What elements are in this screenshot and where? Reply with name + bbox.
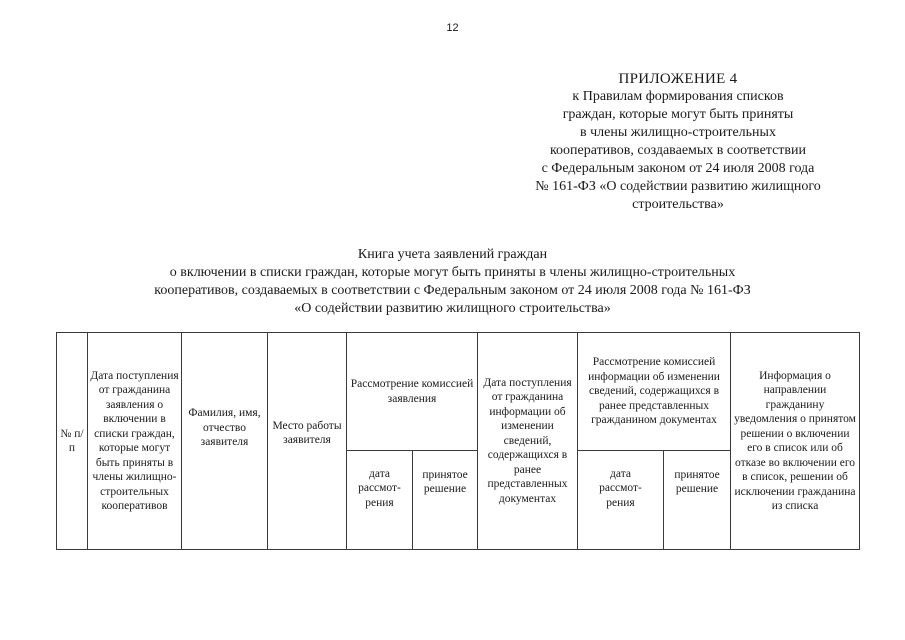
header-full-name-label: Фамилия, имя, отчество заявителя [188,407,261,449]
header-date-changes [478,333,577,549]
header-changes-decision-label: принятое решение [674,468,720,495]
header-date-received [88,333,181,549]
appendix-line: с Федеральным законом от 24 июля 2008 года [541,161,815,176]
header-review-decision [413,451,477,513]
appendix-line: граждан, которые могут быть приняты [562,107,794,122]
header-notification [731,333,859,549]
header-review-decision-label: принятое решение [422,468,468,495]
book-title-line: Книга учета заявлений граждан [357,247,548,262]
header-number [57,333,87,549]
appendix-line: в члены жилищно-строительных [580,125,776,140]
header-date-changes-label: Дата поступления от гражданина информации об изменении сведений, содержащихся в ранее представленных документах [483,376,572,505]
book-title-line: о включении в списки граждан, которые могут быть приняты в члены жилищно-строительных [169,265,736,280]
appendix-line: к Правилам формирования списков [572,89,784,104]
header-date-received-label: Дата поступления от гражданина заявления о включении в списки граждан, которые могут быть приняты в члены жилищно-строительных кооперативов [90,369,179,512]
header-review-application-label: Рассмотрение комиссией заявления [350,378,474,405]
table-border-right [859,332,860,550]
appendix-heading: ПРИЛОЖЕНИЕ 4 [618,71,738,87]
header-review-changes [578,333,730,450]
header-changes-decision [664,451,730,513]
header-review-date [347,451,412,526]
appendix-line: № 161-ФЗ «О содействии развитию жилищного [535,179,821,194]
header-review-date-label: дата рассмот-рения [358,467,401,509]
page-number: 12 [446,22,459,34]
header-workplace [268,333,346,533]
header-notification-label: Информация о направлении гражданину уведомления о принятом решении о включении его в список или об отказе во включении его в список, решении об исключении гражданина из списка [734,369,856,512]
header-full-name [182,333,267,523]
header-workplace-label: Место работы заявителя [272,419,342,446]
appendix-line: кооперативов, создаваемых в соответствии [549,143,807,158]
table-border-bottom [56,549,860,550]
header-changes-date [578,451,663,526]
header-review-application [347,333,477,450]
book-title-line: «О содействии развитию жилищного строительства» [294,301,611,316]
header-review-changes-label: Рассмотрение комиссией информации об изменении сведений, содержащихся в ранее представленных гражданином документах [588,356,720,427]
appendix-line: строительства» [632,197,724,212]
header-changes-date-label: дата рассмот-рения [599,467,642,509]
book-title-line: кооперативов, создаваемых в соответствии с Федеральным законом от 24 июля 2008 года № 161-ФЗ [154,283,751,298]
header-number-label: № п/п [60,427,84,454]
